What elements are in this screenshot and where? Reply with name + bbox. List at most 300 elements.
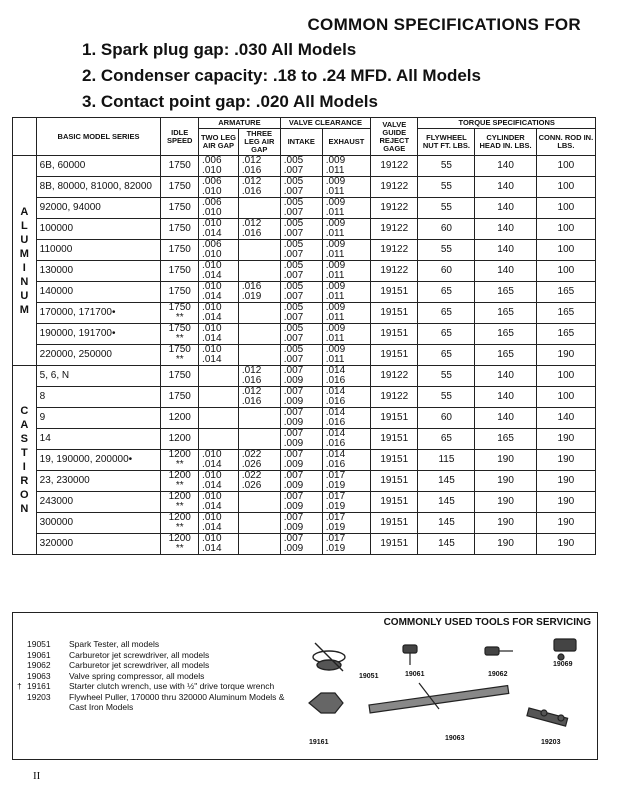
- cell-guide: [371, 408, 418, 429]
- cell-two-leg-value: .010: [202, 491, 222, 502]
- cell-flywheel-value: 65: [440, 307, 452, 318]
- cell-conn-rod: [536, 198, 595, 219]
- cell-intake-value: .005: [283, 281, 304, 292]
- cell-two-leg: [199, 408, 239, 429]
- cell-intake-value: .007: [283, 491, 304, 502]
- figure-label-19203: 19203: [541, 739, 561, 746]
- cell-exhaust-value: .016: [325, 375, 346, 386]
- table-row: [13, 534, 596, 555]
- cell-exhaust-value: .009: [325, 281, 346, 292]
- cell-three-leg-value: .016: [241, 186, 262, 197]
- cell-two-leg-value: .010: [202, 512, 222, 523]
- cell-cylinder: [475, 156, 536, 177]
- cell-flywheel: [418, 429, 475, 450]
- cell-two-leg-value: .010: [202, 281, 222, 292]
- cell-flywheel: [418, 303, 475, 324]
- table-row: [13, 492, 596, 513]
- cell-model-value: 92000, 94000: [39, 202, 101, 213]
- cell-flywheel-value: 145: [438, 517, 455, 528]
- cell-idle-value: 1750: [168, 391, 191, 402]
- cell-idle-value: 1200: [168, 470, 191, 481]
- cell-guide: [371, 219, 418, 240]
- cell-idle: [161, 240, 199, 261]
- cell-exhaust: [322, 261, 370, 282]
- cell-idle: [161, 303, 199, 324]
- cell-guide: [371, 429, 418, 450]
- cell-intake-value: .005: [283, 323, 304, 334]
- spec-condenser-capacity: 2. Condenser capacity: .18 to .24 MFD. All Models: [82, 66, 481, 85]
- cell-model: [36, 282, 161, 303]
- cell-exhaust-value: .011: [325, 354, 345, 365]
- cell-idle: [161, 282, 199, 303]
- cell-conn-rod: [536, 303, 595, 324]
- cell-intake-value: .009: [283, 543, 304, 554]
- header-torque: TORQUE SPECIFICATIONS: [418, 118, 596, 129]
- cell-intake: [280, 534, 322, 555]
- cell-exhaust: [322, 240, 370, 261]
- cell-intake-value: .007: [283, 354, 304, 365]
- table-row: [13, 471, 596, 492]
- cell-exhaust: [322, 219, 370, 240]
- cell-two-leg: [199, 366, 239, 387]
- cell-flywheel: [418, 219, 475, 240]
- cell-three-leg: [238, 240, 280, 261]
- screwdriver-19061-icon: [403, 645, 417, 665]
- cell-model-value: 14: [39, 433, 51, 444]
- cell-model-value: 140000: [39, 286, 74, 297]
- tool-item-mark: [17, 660, 27, 671]
- tool-item: [17, 639, 289, 650]
- cell-exhaust-value: .017: [325, 512, 346, 523]
- cell-flywheel: [418, 366, 475, 387]
- cell-flywheel: [418, 492, 475, 513]
- cell-exhaust: [322, 534, 370, 555]
- cell-guide-value: 19122: [380, 265, 409, 276]
- cell-intake-value: .007: [283, 270, 304, 281]
- cell-guide-value: 19151: [380, 328, 409, 339]
- cell-idle-value: 1750: [168, 223, 191, 234]
- cell-conn-rod: [536, 408, 595, 429]
- cell-two-leg-value: .014: [202, 333, 222, 344]
- cell-three-leg: [238, 492, 280, 513]
- cell-conn-rod: [536, 282, 595, 303]
- cell-model: [36, 303, 161, 324]
- cell-three-leg-value: .016: [241, 165, 262, 176]
- cell-two-leg: [199, 387, 239, 408]
- header-intake: INTAKE: [280, 129, 322, 156]
- group-label-aluminum: A L U M I N U M: [13, 156, 37, 366]
- cell-cylinder-value: 165: [497, 349, 514, 360]
- cell-cylinder-value: 190: [497, 496, 514, 507]
- cell-conn-rod-value: 190: [557, 433, 575, 444]
- tools-section: [12, 612, 598, 760]
- cell-model: [36, 450, 161, 471]
- cell-cylinder-value: 165: [497, 328, 514, 339]
- cell-intake-value: .009: [283, 480, 304, 491]
- cell-two-leg-value: .010: [202, 302, 222, 313]
- cell-flywheel-value: 55: [440, 160, 452, 171]
- cell-guide-value: 19122: [380, 391, 409, 402]
- cell-exhaust-value: .017: [325, 491, 346, 502]
- header-flywheel: FLYWHEEL NUT FT. LBS.: [418, 129, 475, 156]
- cell-exhaust-value: .014: [325, 407, 346, 418]
- cell-two-leg: [199, 240, 239, 261]
- cell-flywheel-value: 60: [440, 223, 452, 234]
- cell-guide: [371, 450, 418, 471]
- cell-intake: [280, 303, 322, 324]
- cell-intake: [280, 429, 322, 450]
- cell-conn-rod: [536, 471, 595, 492]
- cell-intake-value: .005: [283, 176, 304, 187]
- cell-two-leg: [199, 471, 239, 492]
- cell-exhaust-value: .011: [325, 186, 345, 197]
- cell-flywheel: [418, 261, 475, 282]
- cell-exhaust-value: .011: [325, 270, 345, 281]
- tool-item-mark: [17, 671, 27, 682]
- cell-cylinder: [475, 303, 536, 324]
- cell-exhaust: [322, 450, 370, 471]
- tool-item-mark: †: [17, 681, 22, 691]
- cell-idle-value: 1750: [168, 244, 191, 255]
- cell-conn-rod-value: 190: [557, 496, 575, 507]
- cell-intake-value: .007: [283, 512, 304, 523]
- cell-guide: [371, 261, 418, 282]
- cell-conn-rod: [536, 513, 595, 534]
- cell-three-leg-value: .022: [241, 449, 262, 460]
- cell-intake: [280, 198, 322, 219]
- cell-flywheel: [418, 408, 475, 429]
- cell-flywheel: [418, 534, 475, 555]
- cell-cylinder-value: 140: [497, 202, 514, 213]
- cell-intake: [280, 282, 322, 303]
- table-row: [13, 261, 596, 282]
- table-row: [13, 303, 596, 324]
- cell-intake: [280, 219, 322, 240]
- cell-guide-value: 19151: [380, 517, 409, 528]
- cell-exhaust: [322, 177, 370, 198]
- cell-conn-rod-value: 100: [557, 244, 575, 255]
- cell-conn-rod-value: 190: [557, 475, 575, 486]
- cell-exhaust-value: .016: [325, 438, 346, 449]
- cell-guide-value: 19151: [380, 475, 409, 486]
- tool-item-num: 19161: [27, 681, 51, 691]
- cell-intake-value: .007: [283, 207, 304, 218]
- cell-two-leg-value: .014: [202, 501, 222, 512]
- cell-cylinder-value: 140: [497, 181, 514, 192]
- cell-model: [36, 366, 161, 387]
- cell-flywheel: [418, 198, 475, 219]
- cell-two-leg-value: .014: [202, 459, 222, 470]
- cell-three-leg: [238, 261, 280, 282]
- cell-conn-rod: [536, 240, 595, 261]
- specifications-table: [12, 117, 596, 555]
- cell-model-value: 320000: [39, 538, 74, 549]
- cell-idle-value: 1200: [168, 449, 191, 460]
- cell-idle-value: **: [175, 522, 184, 533]
- cell-intake-value: .009: [283, 459, 304, 470]
- header-cylinder: CYLINDER HEAD IN. LBS.: [475, 129, 536, 156]
- cell-two-leg-value: .014: [202, 522, 222, 533]
- cell-conn-rod-value: 190: [557, 517, 575, 528]
- cell-exhaust-value: .019: [325, 522, 346, 533]
- cell-flywheel-value: 55: [440, 181, 452, 192]
- cell-exhaust: [322, 513, 370, 534]
- cell-cylinder: [475, 219, 536, 240]
- cell-guide-value: 19151: [380, 412, 409, 423]
- cell-exhaust: [322, 492, 370, 513]
- cell-conn-rod-value: 165: [557, 328, 575, 339]
- cell-model: [36, 408, 161, 429]
- cell-exhaust: [322, 408, 370, 429]
- cell-flywheel-value: 65: [440, 349, 452, 360]
- cell-two-leg-value: .014: [202, 291, 222, 302]
- cell-cylinder: [475, 240, 536, 261]
- cell-model-value: 170000, 171700•: [39, 307, 116, 318]
- cell-model: [36, 471, 161, 492]
- cell-three-leg-value: .026: [241, 459, 262, 470]
- cell-intake-value: .007: [283, 533, 304, 544]
- cell-guide: [371, 303, 418, 324]
- header-two-leg: TWO LEG AIR GAP: [199, 129, 239, 156]
- cell-intake: [280, 177, 322, 198]
- tool-item: [17, 650, 289, 661]
- cell-cylinder-value: 190: [497, 517, 514, 528]
- cell-conn-rod-value: 165: [557, 286, 575, 297]
- cell-two-leg-value: .010: [202, 249, 222, 260]
- tool-item-desc: Starter clutch wrench, use with ½" drive torque wrench: [69, 681, 275, 691]
- valve-spring-compressor-icon: [369, 683, 509, 713]
- cell-exhaust-value: .014: [325, 449, 346, 460]
- tool-item-mark: [17, 692, 27, 713]
- table-row: [13, 282, 596, 303]
- cell-exhaust: [322, 366, 370, 387]
- cell-conn-rod: [536, 366, 595, 387]
- cell-idle: [161, 156, 199, 177]
- cell-model: [36, 429, 161, 450]
- cell-model-value: 19, 190000, 200000•: [39, 454, 133, 465]
- cell-cylinder: [475, 513, 536, 534]
- cell-cylinder-value: 140: [497, 244, 514, 255]
- tool-item-desc: Spark Tester, all models: [69, 639, 160, 649]
- flywheel-puller-icon: [527, 708, 568, 726]
- cell-model: [36, 177, 161, 198]
- cell-idle-value: 1200: [168, 412, 191, 423]
- cell-exhaust-value: .009: [325, 260, 346, 271]
- cell-exhaust-value: .009: [325, 323, 346, 334]
- tool-item-num: 19063: [27, 670, 51, 681]
- spec-spark-plug-gap: 1. Spark plug gap: .030 All Models: [82, 40, 357, 59]
- cell-intake-value: .009: [283, 501, 304, 512]
- cell-cylinder: [475, 366, 536, 387]
- cell-cylinder-value: 165: [497, 307, 514, 318]
- cell-intake: [280, 450, 322, 471]
- starter-clutch-wrench-icon: [309, 693, 343, 713]
- figure-label-19063: 19063: [445, 735, 465, 742]
- cell-two-leg-value: .006: [202, 239, 222, 250]
- cell-conn-rod: [536, 261, 595, 282]
- cell-guide: [371, 492, 418, 513]
- cell-intake-value: .007: [283, 291, 304, 302]
- cell-flywheel: [418, 387, 475, 408]
- cell-intake-value: .005: [283, 302, 304, 313]
- cell-cylinder-value: 190: [497, 538, 514, 549]
- cell-idle: [161, 450, 199, 471]
- cell-guide-value: 19151: [380, 433, 409, 444]
- cell-two-leg-value: .010: [202, 470, 222, 481]
- cell-exhaust-value: .011: [325, 312, 345, 323]
- cell-two-leg: [199, 261, 239, 282]
- cell-model: [36, 387, 161, 408]
- cell-exhaust-value: .019: [325, 480, 346, 491]
- table-row: [13, 156, 596, 177]
- cell-three-leg-value: .012: [241, 365, 262, 376]
- cell-model: [36, 198, 161, 219]
- tool-19069-icon: [554, 639, 576, 660]
- table-row: [13, 219, 596, 240]
- cell-flywheel-value: 55: [440, 202, 452, 213]
- cell-flywheel-value: 65: [440, 328, 452, 339]
- cell-guide-value: 19151: [380, 538, 409, 549]
- cell-exhaust-value: .016: [325, 396, 346, 407]
- cell-three-leg-value: .019: [241, 291, 262, 302]
- cell-three-leg: [238, 324, 280, 345]
- cell-model-value: 110000: [39, 244, 73, 255]
- header-conn-rod: CONN. ROD IN. LBS.: [536, 129, 595, 156]
- cell-intake-value: .007: [283, 428, 304, 439]
- cell-conn-rod: [536, 324, 595, 345]
- cell-flywheel-value: 145: [438, 496, 455, 507]
- cell-flywheel-value: 55: [440, 244, 452, 255]
- tool-item: [17, 660, 289, 671]
- cell-flywheel-value: 60: [440, 265, 452, 276]
- cell-conn-rod-value: 140: [557, 412, 575, 423]
- cell-three-leg-value: .012: [241, 176, 262, 187]
- cell-conn-rod: [536, 387, 595, 408]
- figure-label-19061: 19061: [405, 671, 425, 678]
- cell-exhaust-value: .009: [325, 176, 346, 187]
- cell-intake-value: .007: [283, 407, 304, 418]
- cell-intake-value: .005: [283, 218, 304, 229]
- cell-flywheel-value: 65: [440, 286, 452, 297]
- cell-intake-value: .005: [283, 197, 304, 208]
- cell-flywheel: [418, 156, 475, 177]
- cell-model-value: 243000: [39, 496, 74, 507]
- cell-intake: [280, 240, 322, 261]
- cell-idle: [161, 324, 199, 345]
- cell-idle-value: **: [175, 543, 184, 554]
- cell-three-leg: [238, 345, 280, 366]
- cell-conn-rod-value: 100: [557, 370, 575, 381]
- tool-item-num: 19203: [27, 691, 51, 702]
- cell-exhaust: [322, 282, 370, 303]
- header-valve-clearance: VALVE CLEARANCE: [280, 118, 370, 129]
- cell-intake: [280, 408, 322, 429]
- cell-guide-value: 19122: [380, 370, 409, 381]
- cell-two-leg: [199, 282, 239, 303]
- cell-idle-value: 1200: [168, 433, 191, 444]
- cell-two-leg-value: .010: [202, 218, 222, 229]
- cell-exhaust-value: .011: [325, 165, 345, 176]
- cell-flywheel-value: 65: [440, 433, 452, 444]
- cell-three-leg-value: .016: [241, 375, 262, 386]
- cell-two-leg-value: .010: [202, 323, 222, 334]
- cell-exhaust-value: .016: [325, 417, 346, 428]
- cell-exhaust: [322, 324, 370, 345]
- cell-guide-value: 19122: [380, 181, 409, 192]
- cell-exhaust-value: .014: [325, 428, 346, 439]
- cell-flywheel-value: 145: [438, 475, 455, 486]
- cell-guide-value: 19122: [380, 244, 409, 255]
- cell-guide: [371, 156, 418, 177]
- cell-exhaust-value: .009: [325, 155, 346, 166]
- table-row: [13, 366, 596, 387]
- cell-cylinder-value: 190: [497, 454, 514, 465]
- cell-exhaust-value: .009: [325, 344, 346, 355]
- cell-two-leg-value: .006: [202, 176, 222, 187]
- cell-exhaust: [322, 156, 370, 177]
- cell-three-leg: [238, 177, 280, 198]
- cell-intake-value: .009: [283, 396, 304, 407]
- cell-cylinder-value: 140: [497, 160, 514, 171]
- cell-two-leg-value: .006: [202, 155, 222, 166]
- cell-idle: [161, 177, 199, 198]
- cell-intake: [280, 156, 322, 177]
- cell-two-leg-value: .014: [202, 543, 222, 554]
- cell-two-leg-value: .010: [202, 165, 222, 176]
- cell-intake-value: .009: [283, 417, 304, 428]
- cell-flywheel: [418, 513, 475, 534]
- cell-guide: [371, 471, 418, 492]
- table-row: [13, 345, 596, 366]
- cell-guide: [371, 324, 418, 345]
- cell-conn-rod-value: 100: [557, 391, 575, 402]
- cell-cylinder-value: 140: [497, 370, 514, 381]
- figure-label-19051: 19051: [359, 673, 379, 680]
- cell-three-leg-value: .012: [241, 386, 262, 397]
- cell-idle-value: 1750: [168, 265, 191, 276]
- cell-idle-value: 1200: [168, 512, 191, 523]
- cell-three-leg-value: .022: [241, 470, 262, 481]
- group-header-blank: [13, 118, 37, 156]
- cell-intake-value: .007: [283, 449, 304, 460]
- cell-idle-value: 1750: [168, 202, 191, 213]
- cell-two-leg-value: .014: [202, 480, 222, 491]
- cell-idle-value: 1750: [168, 181, 191, 192]
- tool-item: [17, 671, 289, 682]
- cell-flywheel: [418, 471, 475, 492]
- table-row: [13, 324, 596, 345]
- cell-two-leg: [199, 513, 239, 534]
- tool-item: [17, 692, 289, 713]
- cell-idle: [161, 198, 199, 219]
- spec-contact-point-gap: 3. Contact point gap: .020 All Models: [82, 92, 378, 111]
- cell-three-leg: [238, 387, 280, 408]
- header-three-leg: THREE LEG AIR GAP: [238, 129, 280, 156]
- figure-label-19062: 19062: [488, 671, 508, 678]
- tools-list: [17, 639, 289, 713]
- cell-exhaust-value: .016: [325, 459, 346, 470]
- tool-item-desc: Valve spring compressor, all models: [69, 670, 205, 681]
- cell-model-value: 190000, 191700•: [39, 328, 116, 339]
- cell-cylinder: [475, 177, 536, 198]
- cell-model: [36, 324, 161, 345]
- cell-exhaust-value: .017: [325, 470, 346, 481]
- cell-guide-value: 19151: [380, 286, 409, 297]
- cell-intake-value: .009: [283, 522, 304, 533]
- cell-three-leg-value: .012: [241, 155, 262, 166]
- cell-intake-value: .007: [283, 228, 304, 239]
- cell-intake-value: .007: [283, 470, 304, 481]
